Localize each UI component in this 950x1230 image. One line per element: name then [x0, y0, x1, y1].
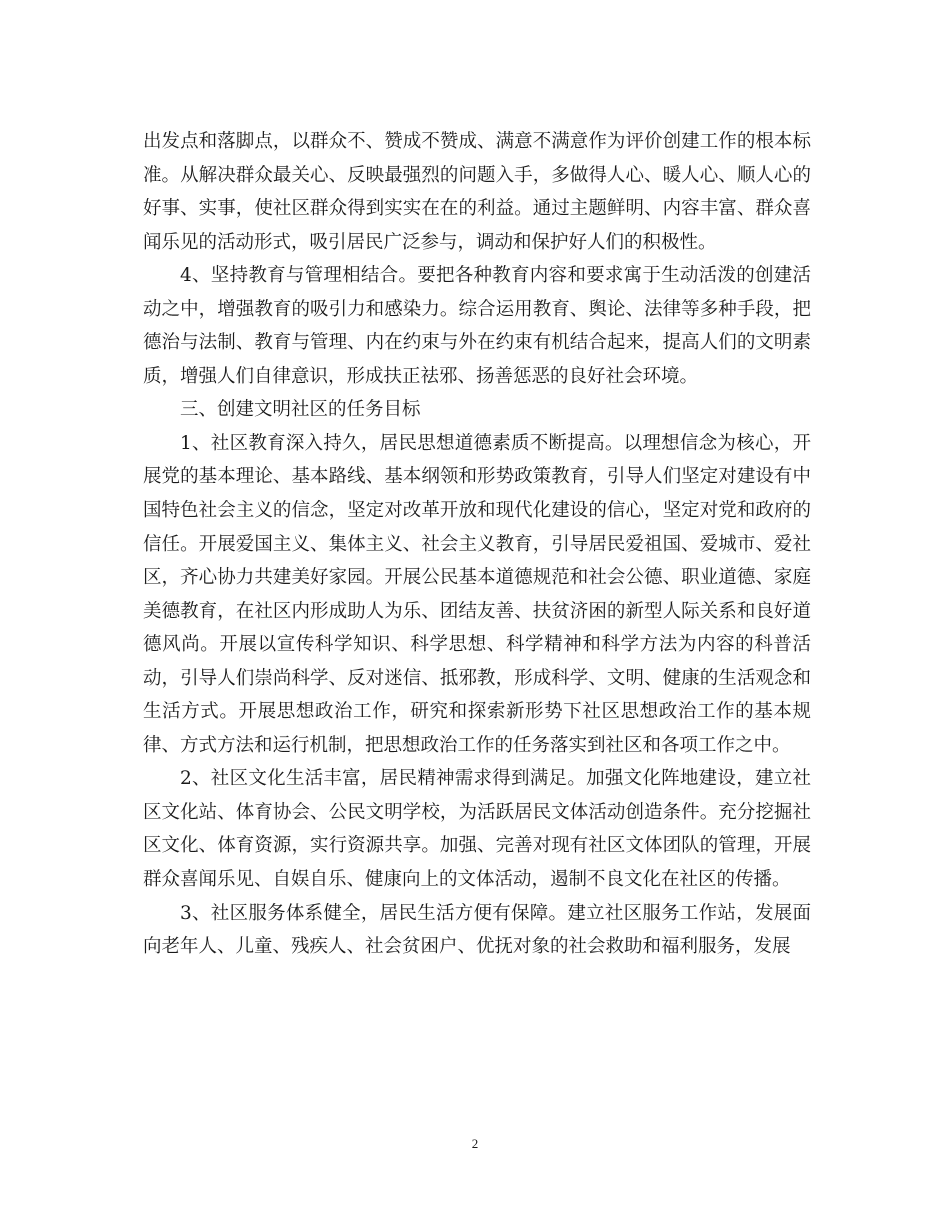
paragraph-goal-3: 3、社区服务体系健全，居民生活方便有保障。建立社区服务工作站，发展面向老年人、儿童、残疾人、社会贫困户、优抚对象的社会救助和福利服务，发展: [143, 902, 811, 958]
section-heading-3: 三、创建文明社区的任务目标: [180, 399, 421, 421]
paragraph-item-4: 4、坚持教育与管理相结合。要把各种教育内容和要求寓于生动活泼的创建活动之中，增强教育的吸引力和感染力。综合运用教育、舆论、法律等多种手段，把德治与法制、教育与管理、内在约束与外在约束有机结合起来，提高人们的文明素质，增强人们自律意识，形成扶正祛邪、扬善惩恶的良好社会环境。: [143, 265, 811, 387]
page-number: 2: [471, 1136, 479, 1151]
body-text: [143, 125, 811, 964]
paragraph-goal-1: 1、社区教育深入持久，居民思想道德素质不断提高。以理想信念为核心，开展党的基本理论、基本路线、基本纲领和形势政策教育，引导人们坚定对建设有中国特色社会主义的信念，坚定对改革开放和现代化建设的信心，坚定对党和政府的信任。开展爱国主义、集体主义、社会主义教育，引导居民爱祖国、爱城市、爱社区，齐心协力共建美好家园。开展公民基本道德规范和社会公德、职业道德、家庭美德教育，在社区内形成助人为乐、团结友善、扶贫济困的新型人际关系和良好道德风尚。开展以宣传科学知识、科学思想、科学精神和科学方法为内容的科普活动，引导人们崇尚科学、反对迷信、抵邪教，形成科学、文明、健康的生活观念和生活方式。开展思想政治工作，研究和探索新形势下社区思想政治工作的基本规律、方式方法和运行机制，把思想政治工作的任务落实到社区和各项工作之中。: [143, 432, 811, 756]
paragraph-continuation: 出发点和落脚点，以群众不、赞成不赞成、满意不满意作为评价创建工作的根本标准。从解决群众最关心、反映最强烈的问题入手，多做得人心、暖人心、顺人心的好事、实事，使社区群众得到实实在在的利益。通过主题鲜明、内容丰富、群众喜闻乐见的活动形式，吸引居民广泛参与，调动和保护好人们的积极性。: [143, 131, 811, 253]
paragraph-goal-2: 2、社区文化生活丰富，居民精神需求得到满足。加强文化阵地建设，建立社区文化站、体育协会、公民文明学校，为活跃居民文体活动创造条件。充分挖掘社区文化、体育资源，实行资源共享。加强、完善对现有社区文体团队的管理，开展群众喜闻乐见、自娱自乐、健康向上的文体活动，遏制不良文化在社区的传播。: [143, 768, 811, 891]
